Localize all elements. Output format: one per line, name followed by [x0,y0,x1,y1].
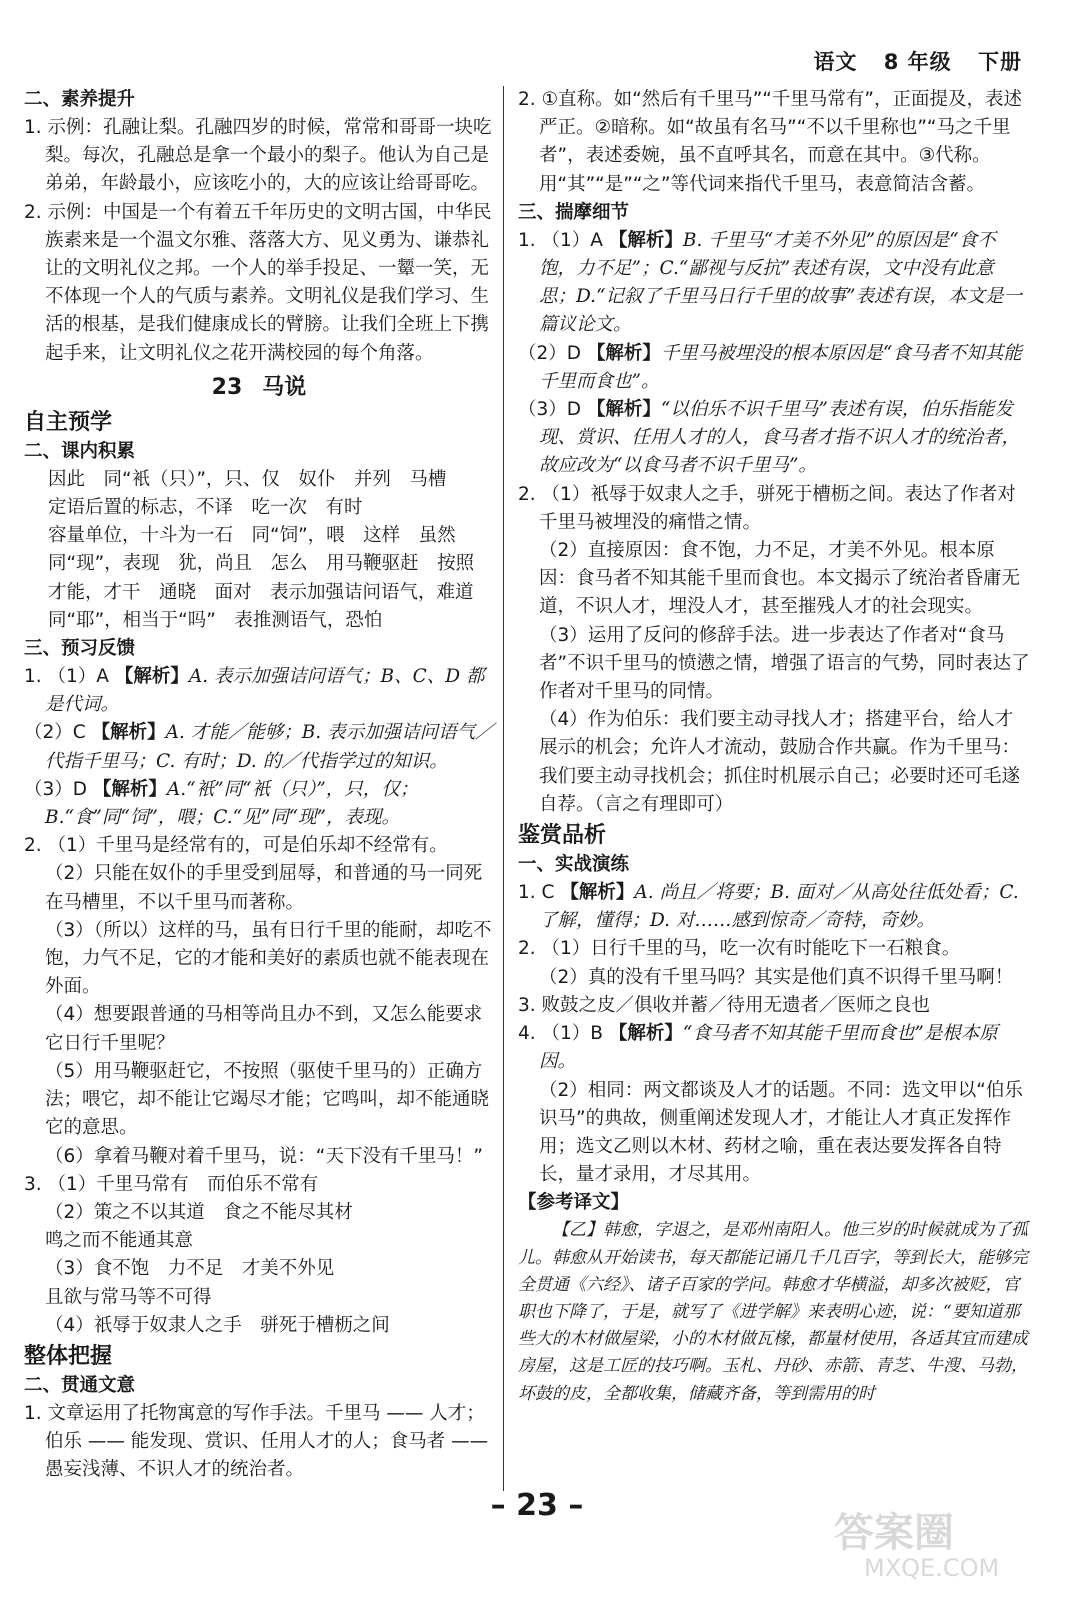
subsection-heading: 【参考译文】 [518,1192,630,1214]
answer-analysis [518,396,1030,481]
answer-choice: （2）D [518,342,587,364]
answer-text: 且欲与常马等不可得 [45,1286,212,1308]
analysis-text: “以伯乐不识千里马”表述有误，伯乐指能发现、赏识、任用人才的人，食马者才指不识人才的统治者，故应改为“以食马者不识千里马”。 [539,399,1021,477]
answer-choice: 1. （1）A [518,229,609,251]
answer-analysis [24,719,494,775]
answer-text: 2. 示例：中国是一个有着五千年历史的文明古国，中华民族素来是一个温文尔雅、落落大方、见义勇为、谦恭礼让的文明礼仪之邦。一个人的举手投足、一颦一笑，无不体现一个人的气质与素养。文明礼仪是我们学习、生活的根基，是我们健康成长的臂膀。让我们全班上下携起手来，让文明礼仪之花开满校园的每个角落。 [24,201,492,364]
page-number: – 23 – [490,1488,584,1523]
analysis-text: B. 千里马“才美不外见”的原因是“食不饱，力不足”；C.“鄙视与反抗”表述有误，文中没有此意思；D.“记叙了千里马日行千里的故事”表述有误，本文是一篇议论文。 [539,229,1022,336]
watermark-logo [824,1502,1034,1582]
subsection-heading: 二、课内积累 [24,440,136,462]
section-heading: 整体把握 [24,1343,113,1369]
analysis-tag: 【解析】 [91,722,166,744]
answer-choice: （3）D [24,778,93,800]
answer-analysis [518,879,1030,935]
page-number-value: 23 [516,1488,558,1523]
analysis-tag: 【解析】 [608,229,683,251]
analysis-text: A. 尚且／将要；B. 面对／从高处往低处看；C. 了解，懂得；D. 对……感到惊奇／奇特，奇妙。 [539,882,1019,932]
answer-analysis [24,663,494,719]
article-number: 23 [211,374,243,400]
answer-text: 鸣之而不能通其意 [45,1230,194,1252]
answer-text: （5）用马鞭驱赶它，不按照（驱使千里马的）正确方法；喂它，却不能让它竭尽才能；它鸣叫，却不能通晓它的意思。 [45,1060,490,1139]
answer-text: （3）（所以）这样的马，虽有日行千里的能耐，却吃不饱，力气不足，它的才能和美好的素质也就不能表现在外面。 [45,919,492,998]
answer-text: 2. （1）衹辱于奴隶人之手，骈死于槽枥之间。表达了作者对千里马被埋没的痛惜之情。 [518,483,1016,533]
answer-text: （3）食不饱 力不足 才美不外见 [45,1258,335,1280]
subsection-heading: 三、预习反馈 [24,638,136,660]
reference-translation: 【乙】韩愈，字退之，是邓州南阳人。他三岁的时候就成为了孤儿。韩愈从开始读书，每天都能记诵几千几百字，等到长大，能够完全贯通《六经》、诸子百家的学问。韩愈才华横溢，却多次被贬，官职也下降了，于是，就写了《进学解》来表明心迹，说：“要知道那些大的木材做屋梁，小的木材做瓦椽，都量材使用，各适其宜而建成房屋，这是工匠的技巧啊。玉札、丹砂、赤箭、青芝、牛溲、马勃，坏鼓的皮，全都收集，储藏齐备，等到需用的时 [518,1220,1028,1404]
header-volume: 下册 [978,50,1022,74]
answer-text: （2）直接原因：食不饱，力不足，才美不外见。根本原因：食马者不知其能千里而食也。本文揭示了统治者昏庸无道，不识人才，埋没人才，甚至摧残人才的社会现实。 [539,540,1021,618]
header-grade: 8 年级 [883,50,952,74]
answer-text: 2. （1）日行千里的马，吃一次有时能吃下一石粮食。 [518,938,961,960]
answer-text: （3）运用了反问的修辞手法。进一步表达了作者对“食马者”不识千里马的愤懑之情，增强了语言的气势，同时表达了作者对千里马的同情。 [539,624,1030,703]
answer-text: （2）真的没有千里马吗？其实是他们真不识得千里马啊！ [539,966,1014,988]
answer-text: 2. ①直称。如“然后有千里马”“千里马常有”，正面提及，表述严正。②暗称。如“故虽有名马”“不以千里称也”“马之千里者”，表述委婉，虽不直呼其名，而意在其中。③代称。用“其”“是”“之”等代词来指代千里马，表意简洁含蓄。 [518,89,1022,195]
answer-text: 1. 文章运用了托物寓意的写作手法。千里马 —— 人才；伯乐 —— 能发现、赏识、任用人才的人；食马者 —— 愚妄浅薄、不识人才的统治者。 [24,1402,489,1481]
answer-analysis [518,1020,1030,1076]
answer-text: 同“现”，表现 犹，尚且 怎么 用马鞭驱赶 按照 [48,553,475,575]
answer-text: （4）祇辱于奴隶人之手 骈死于槽枥之间 [45,1314,390,1336]
analysis-tag: 【解析】 [560,882,635,904]
answer-text: 因此 同“衹（只）”，只、仅 奴仆 并列 马槽 [48,468,447,490]
answer-analysis [24,776,494,832]
answer-text: 容量单位，十斗为一石 同“饲”，喂 这样 虽然 [48,525,456,547]
answer-text: 同“耶”，相当于“吗” 表推测语气，恐怕 [48,609,383,631]
subsection-heading: 三、揣摩细节 [518,201,630,223]
analysis-text: A.“衹”同“衹（只）”，只，仅；B.“食”同“饲”，喂；C.“见”同“现”，表现。 [45,778,419,829]
answer-choice: （3）D [518,399,587,421]
analysis-tag: 【解析】 [114,666,189,688]
section-heading: 鉴赏品析 [518,823,607,849]
subsection-heading: 二、素养提升 [24,89,136,110]
answer-text: （2）策之不以其道 食之不能尽其材 [45,1201,353,1223]
answer-text: 定语后置的标志，不译 吃一次 有时 [48,497,363,519]
article-name: 马说 [262,374,307,400]
analysis-tag: 【解析】 [92,778,167,800]
answer-text: 2. （1）千里马是经常有的，可是伯乐却不经常有。 [24,835,448,857]
answer-text: 才能，才干 通晓 面对 表示加强诘问语气，难道 [48,581,474,603]
header-subject: 语文 [813,50,858,74]
answer-text: 3. 败鼓之皮／俱收并蓄／待用无遗者／医师之良也 [518,994,931,1016]
answer-text: （4）作为伯乐：我们要主动寻找人才；搭建平台，给人才展示的机会；允许人才流动，鼓励合作共赢。作为千里马：我们要主动寻找机会；抓住时机展示自己；必要时还可毛遂自荐。（言之有理即可） [539,709,1021,815]
answer-analysis [518,340,1030,396]
article-title [24,370,494,406]
watermark-text: 答案圈 [834,1510,954,1556]
analysis-text: A. 才能／能够；B. 表示加强诘问语气／代指千里马；C. 有时；D. 的／代指学过的知识。 [45,722,494,772]
page-header [813,46,1022,76]
answer-text: 3. （1）千里马常有 而伯乐不常有 [24,1173,319,1195]
answer-text: （2）相同：两文都谈及人才的话题。不同：选文甲以“伯乐识马”的典故，侧重阐述发现人才，才能让人才真正发挥作用；选文乙则以木材、药材之喻，重在表达要发挥各自特长，量才录用，才尽其用。 [539,1079,1023,1186]
answer-choice: 4. （1）B [518,1023,609,1045]
answer-text: （4）想要跟普通的马相等尚且办不到，又怎么能要求它日行千里呢？ [45,1004,483,1054]
answer-choice: 1. C [518,882,561,904]
column-divider [503,86,504,1491]
answer-choice: 1. （1）A [24,666,115,688]
answer-text: （6）拿着马鞭对着千里马，说：“天下没有千里马！” [45,1145,483,1167]
analysis-text: A. 表示加强诘问语气；B、C、D 都是代词。 [45,666,485,716]
subsection-heading: 一、实战演练 [518,854,630,876]
answer-text: （2）只能在奴仆的手里受到屈辱，和普通的马一同死在马槽里，不以千里马而著称。 [45,863,483,913]
section-heading: 自主预学 [24,409,113,435]
subsection-heading: 二、贯通文意 [24,1374,136,1396]
answer-analysis [518,227,1030,340]
right-column [518,86,1030,1408]
analysis-text: “食马者不知其能千里而食也”是根本原因。 [539,1023,998,1073]
answer-choice: （2）C [24,722,92,744]
answer-text: 1. 示例：孔融让梨。孔融四岁的时候，常常和哥哥一块吃梨。每次，孔融总是拿一个最小的梨子。他认为自己是弟弟，年龄最小，应该吃小的，大的应该让给哥哥吃。 [24,117,492,195]
analysis-tag: 【解析】 [586,399,661,421]
left-column [24,86,494,1485]
watermark-url: MXQE.COM [864,1554,1000,1582]
analysis-tag: 【解析】 [608,1023,683,1045]
analysis-tag: 【解析】 [586,342,661,364]
analysis-text: 千里马被埋没的根本原因是“食马者不知其能千里而食也”。 [539,342,1022,392]
